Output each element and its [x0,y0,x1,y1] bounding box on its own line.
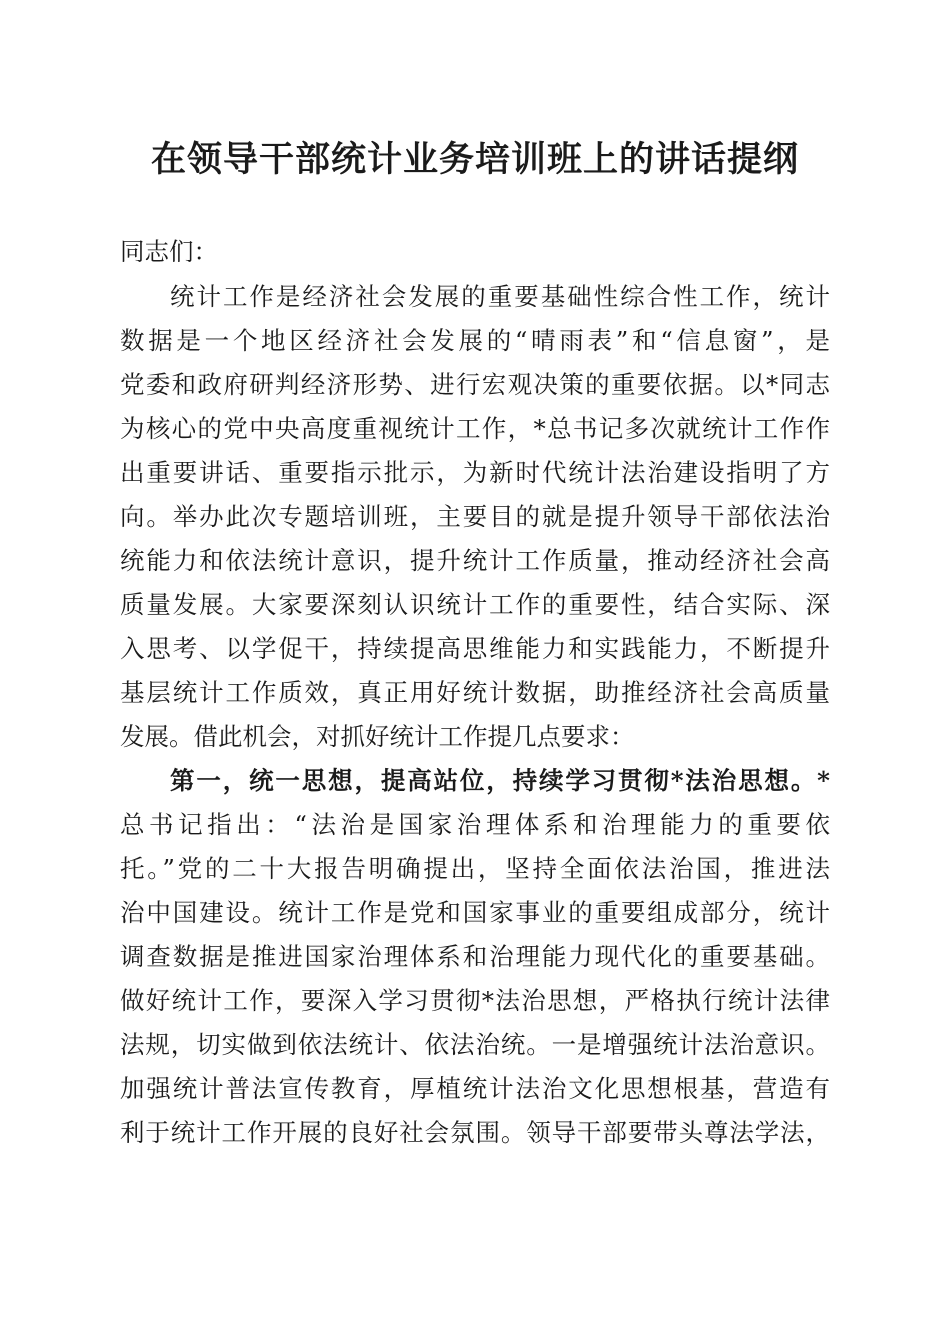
paragraph-line: 加强统计普法宣传教育，厚植统计法治文化思想根基，营造有 [120,1074,830,1103]
paragraph-line: 做好统计工作，要深入学习贯彻*法治思想，严格执行统计法律 [120,986,830,1015]
paragraph-line: 调查数据是推进国家治理体系和治理能力现代化的重要基础。 [120,942,830,971]
paragraph-line: 发展。借此机会，对抓好统计工作提几点要求： [120,722,635,751]
paragraph-line: 入思考、以学促干，持续提高思维能力和实践能力，不断提升 [120,634,830,663]
paragraph-line: 法规，切实做到依法统计、依法治统。一是增强统计法治意识。 [120,1030,830,1059]
paragraph-line: 托。”党的二十大报告明确提出，坚持全面依法治国，推进法 [120,854,830,883]
paragraph-line: 数据是一个地区经济社会发展的“晴雨表”和“信息窗”，是 [120,326,830,355]
paragraph-line: 治中国建设。统计工作是党和国家事业的重要组成部分，统计 [120,898,830,927]
paragraph-line: 基层统计工作质效，真正用好统计数据，助推经济社会高质量 [120,678,830,707]
salutation: 同志们： [120,237,218,266]
paragraph-line: 向。举办此次专题培训班，主要目的就是提升领导干部依法治 [120,502,830,531]
paragraph-line: 质量发展。大家要深刻认识统计工作的重要性，结合实际、深 [120,590,830,619]
paragraph-line: 总书记指出：“法治是国家治理体系和治理能力的重要依 [120,810,830,839]
paragraph-line: 统能力和依法统计意识，提升统计工作质量，推动经济社会高 [120,546,830,575]
document-title: 在领导干部统计业务培训班上的讲话提纲 [150,139,799,180]
paragraph-line: 为核心的党中央高度重视统计工作，*总书记多次就统计工作作 [120,414,830,443]
paragraph-line: 党委和政府研判经济形势、进行宏观决策的重要依据。以*同志 [120,370,830,399]
paragraph-line: 利于统计工作开展的良好社会氛围。领导干部要带头尊法学法， [120,1118,830,1147]
paragraph-line: 出重要讲话、重要指示批示，为新时代统计法治建设指明了方 [120,458,830,487]
paragraph-line: 统计工作是经济社会发展的重要基础性综合性工作，统计 [170,282,830,311]
section-heading-line: 第一，统一思想，提高站位，持续学习贯彻*法治思想。* [170,766,830,795]
